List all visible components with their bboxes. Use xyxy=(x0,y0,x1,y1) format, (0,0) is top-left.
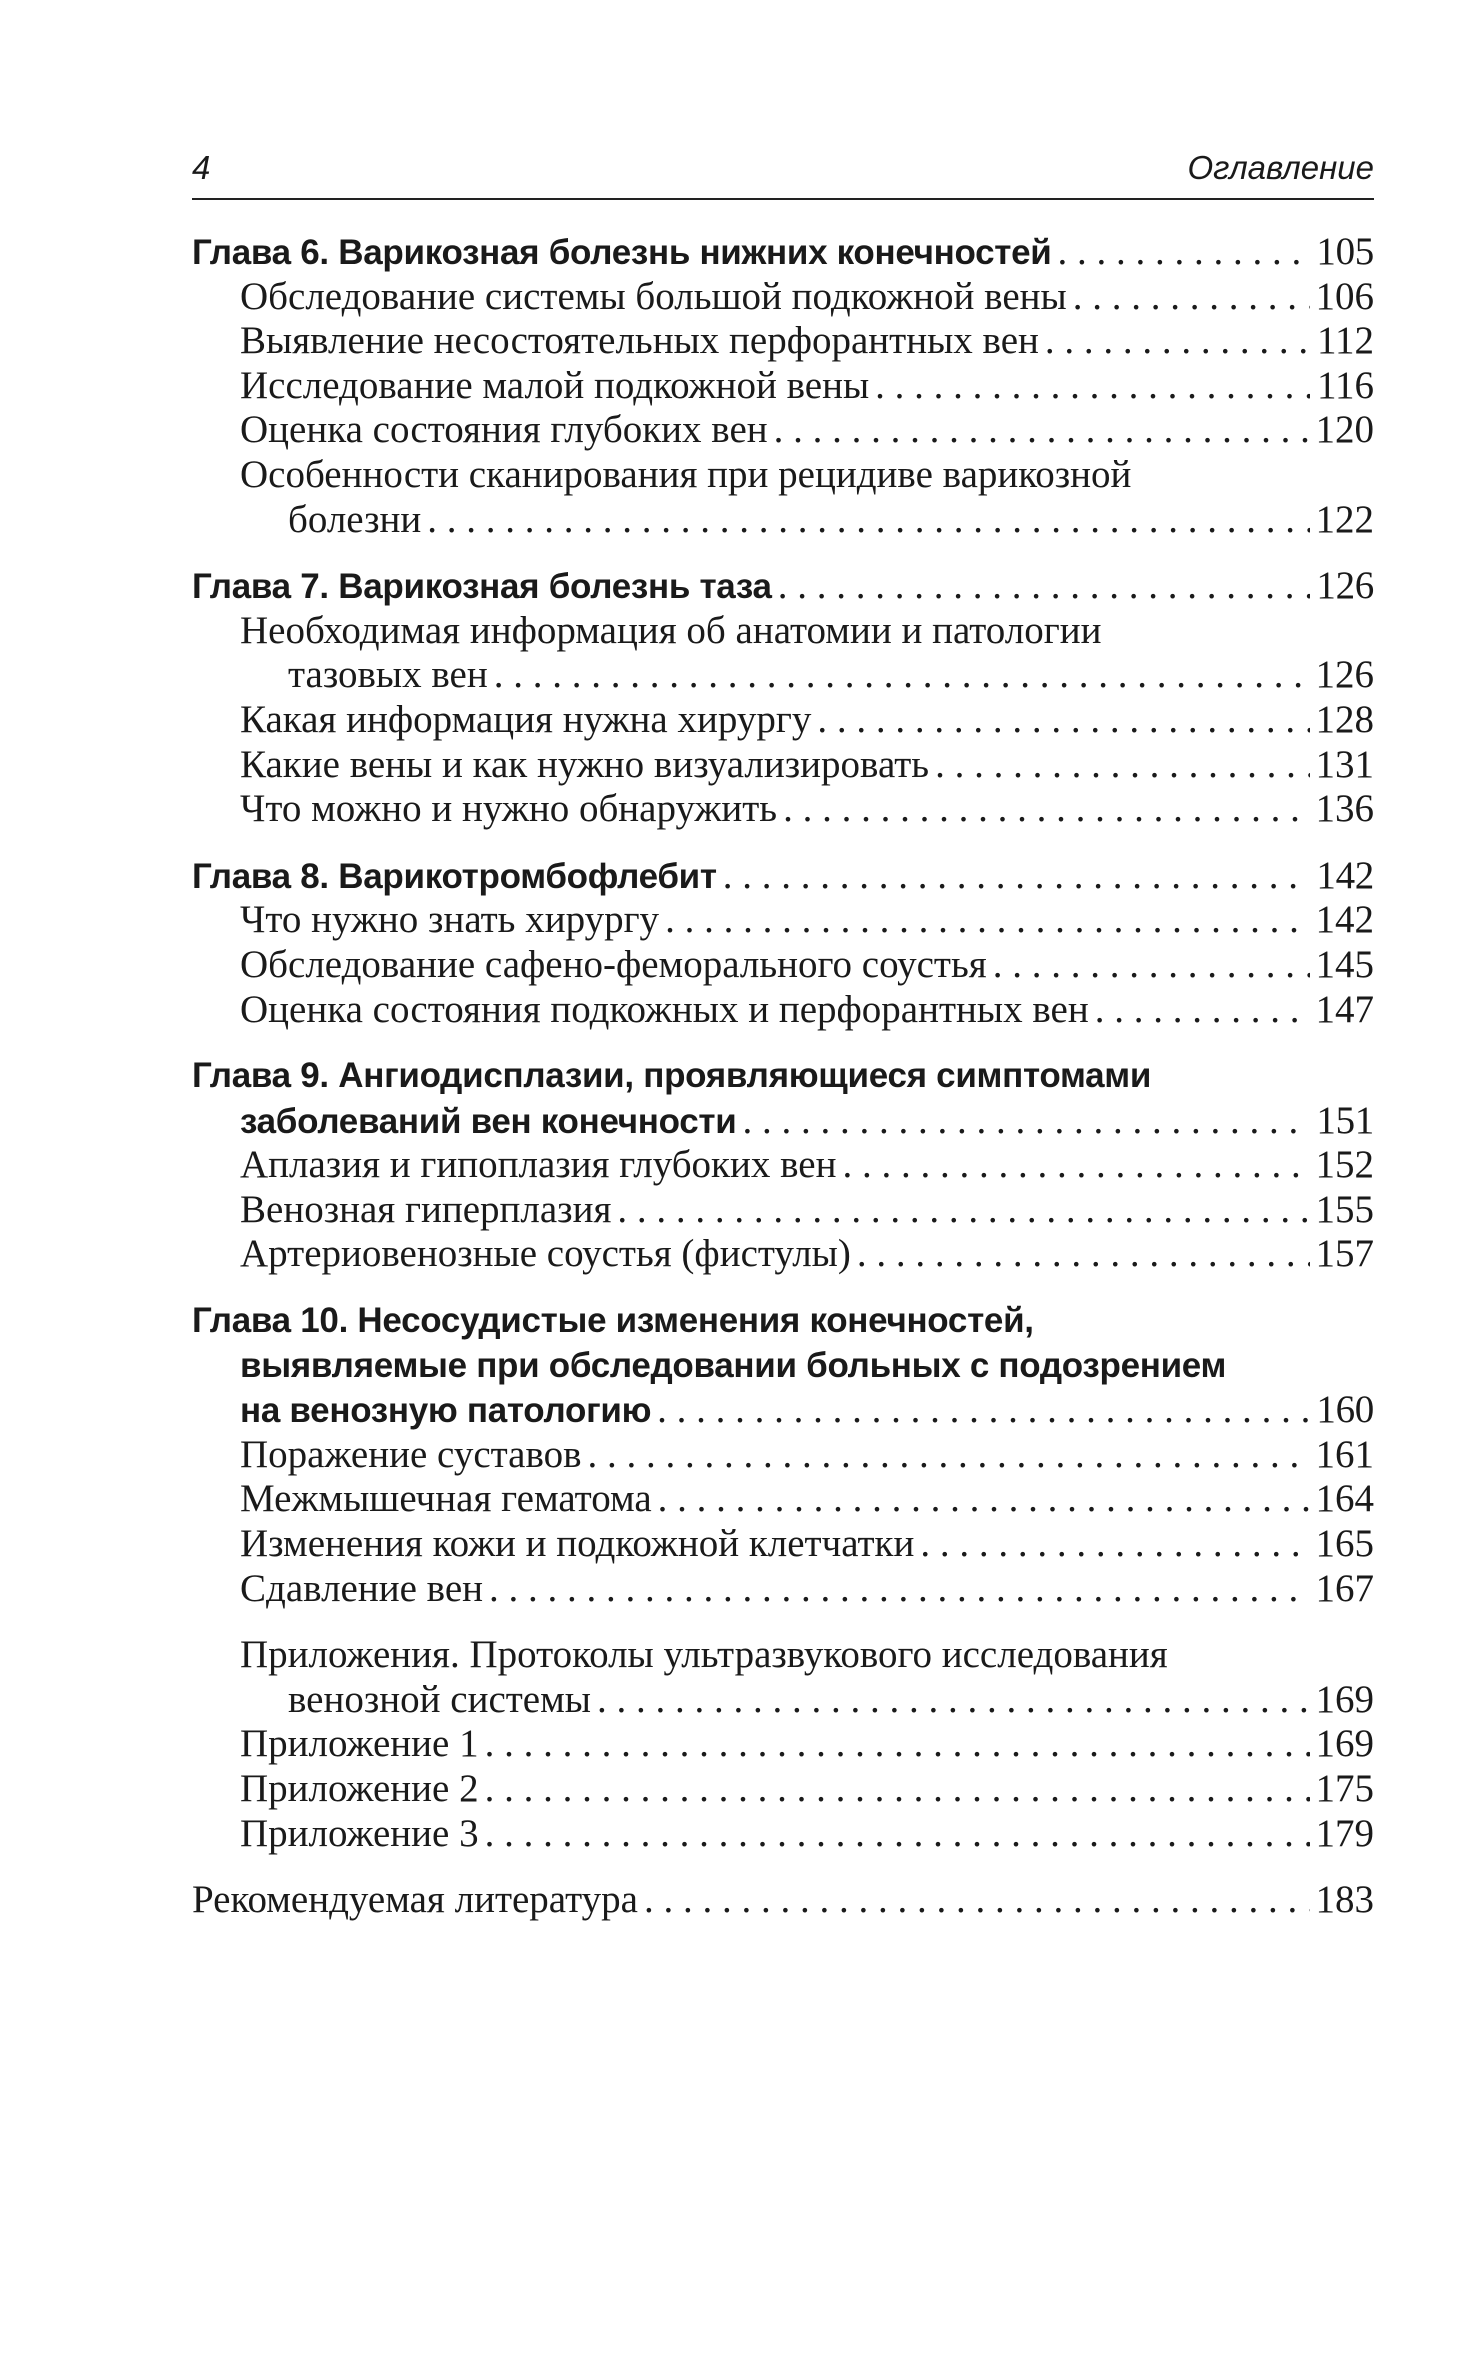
dot-leader xyxy=(485,1812,1310,1857)
toc-entry xyxy=(192,743,1374,788)
page-ref: 136 xyxy=(1315,787,1374,831)
toc-entry xyxy=(192,898,1374,943)
chapter-heading xyxy=(192,1099,1374,1144)
entry-title: Артериовенозные соустья (фистулы) xyxy=(240,1232,851,1276)
dot-leader xyxy=(485,1722,1310,1767)
dot-leader xyxy=(427,498,1309,543)
entry-title: Оценка состояния подкожных и перфорантных вен xyxy=(240,987,1089,1031)
toc-block xyxy=(192,1299,1374,1611)
page-ref: 126 xyxy=(1316,564,1374,608)
dot-leader xyxy=(597,1678,1310,1723)
dot-leader xyxy=(665,898,1309,943)
entry-title: Исследование малой подкожной вены xyxy=(240,363,870,407)
entry-title: Межмышечная гематома xyxy=(240,1477,652,1521)
entry-title: болезни xyxy=(288,497,422,541)
entry-title: Сдавление вен xyxy=(240,1566,484,1610)
page-ref: 128 xyxy=(1315,697,1374,741)
page-ref: 120 xyxy=(1315,408,1374,452)
toc-entry xyxy=(192,698,1374,743)
toc-entry xyxy=(192,787,1374,832)
toc-entry xyxy=(192,364,1374,409)
dot-leader xyxy=(1095,988,1310,1033)
toc-entry xyxy=(192,1812,1374,1857)
page-ref: 147 xyxy=(1315,987,1374,1031)
page-ref: 179 xyxy=(1315,1811,1374,1855)
dot-leader xyxy=(875,364,1310,409)
toc-entry xyxy=(192,943,1374,988)
page-ref: 142 xyxy=(1316,853,1374,897)
toc-entry xyxy=(192,653,1374,698)
chapter-heading xyxy=(192,1344,1374,1389)
entry-title: Аплазия и гипоплазия глубоких вен xyxy=(240,1143,837,1187)
chapter-heading xyxy=(192,1054,1374,1099)
page-ref: 106 xyxy=(1315,274,1374,318)
toc-entry xyxy=(192,1678,1374,1723)
page-ref: 175 xyxy=(1315,1767,1374,1810)
chapter-heading xyxy=(192,230,1374,275)
toc-entry xyxy=(192,1722,1374,1767)
page-ref: 105 xyxy=(1316,230,1374,273)
entry-title: Приложение 3 xyxy=(240,1811,479,1855)
dot-leader xyxy=(742,1099,1310,1144)
dot-leader xyxy=(842,1143,1309,1188)
toc-entry xyxy=(192,1567,1374,1612)
dot-leader xyxy=(774,408,1310,453)
entry-title: Приложения. Протоколы ультразвукового исследования xyxy=(240,1633,1168,1677)
page-ref: 112 xyxy=(1316,319,1374,363)
toc-entry xyxy=(192,275,1374,320)
toc-entry xyxy=(192,408,1374,453)
toc-entry xyxy=(192,988,1374,1033)
dot-leader xyxy=(644,1878,1310,1923)
dot-leader xyxy=(1045,319,1310,364)
entry-title: Глава 10. Несосудистые изменения конечностей, xyxy=(192,1301,1034,1341)
toc-entry xyxy=(192,498,1374,543)
toc-entry xyxy=(192,453,1374,498)
dot-leader xyxy=(657,1388,1310,1433)
entry-title: Глава 8. Варикотромбофлебит xyxy=(192,856,717,896)
chapter-heading xyxy=(192,1299,1374,1344)
table-of-contents xyxy=(192,230,1374,1945)
toc-block xyxy=(192,1633,1374,1856)
page-ref: 165 xyxy=(1315,1522,1374,1566)
page-ref: 131 xyxy=(1315,742,1374,786)
toc-entry xyxy=(192,1433,1374,1478)
page-ref: 126 xyxy=(1315,653,1374,697)
entry-title: Глава 7. Варикозная болезнь таза xyxy=(192,567,772,607)
entry-title: Необходимая информация об анатомии и патологии xyxy=(240,608,1102,652)
dot-leader xyxy=(1058,230,1310,275)
entry-title: Особенности сканирования при рецидиве варикозной xyxy=(240,452,1132,496)
toc-entry xyxy=(192,1477,1374,1522)
page-ref: 164 xyxy=(1315,1477,1374,1521)
page-ref: 122 xyxy=(1315,497,1374,541)
dot-leader xyxy=(993,943,1310,988)
toc-entry xyxy=(192,1143,1374,1188)
entry-title: Приложение 2 xyxy=(240,1767,479,1810)
entry-title: Какая информация нужна хирургу xyxy=(240,697,812,741)
toc-entry xyxy=(192,1522,1374,1567)
dot-leader xyxy=(485,1767,1310,1812)
dot-leader xyxy=(1073,275,1310,320)
page-header xyxy=(192,148,1374,200)
dot-leader xyxy=(658,1477,1310,1522)
toc-entry xyxy=(192,1767,1374,1812)
entry-title: Изменения кожи и подкожной клетчатки xyxy=(240,1522,915,1566)
entry-title: тазовых вен xyxy=(288,653,488,697)
entry-title: Рекомендуемая литература xyxy=(192,1878,638,1922)
entry-title: на венозную патологию xyxy=(240,1391,652,1431)
toc-entry xyxy=(192,609,1374,654)
entry-title: Поражение суставов xyxy=(240,1432,582,1476)
chapter-heading xyxy=(192,564,1374,609)
entry-title: Что нужно знать хирургу xyxy=(240,898,660,942)
entry-title: Какие вены и как нужно визуализировать xyxy=(240,742,930,786)
entry-title: Обследование сафено-феморального соустья xyxy=(240,942,987,986)
dot-leader xyxy=(617,1188,1309,1233)
page-ref: 152 xyxy=(1315,1143,1374,1187)
page-ref: 116 xyxy=(1316,363,1374,407)
entry-title: Выявление несостоятельных перфорантных вен xyxy=(240,319,1039,363)
toc-entry xyxy=(192,1633,1374,1678)
page-ref: 155 xyxy=(1315,1187,1374,1231)
dot-leader xyxy=(489,1567,1309,1612)
dot-leader xyxy=(783,787,1309,832)
page-ref: 169 xyxy=(1315,1722,1374,1766)
toc-block xyxy=(192,854,1374,1032)
entry-title: Глава 9. Ангиодисплазии, проявляющиеся симптомами xyxy=(192,1056,1152,1096)
page-ref: 142 xyxy=(1315,898,1374,942)
page-number: 4 xyxy=(192,149,211,186)
dot-leader xyxy=(935,743,1309,788)
chapter-heading xyxy=(192,1388,1374,1433)
toc-entry xyxy=(192,319,1374,364)
running-head: Оглавление xyxy=(1187,149,1374,186)
dot-leader xyxy=(920,1522,1309,1567)
dot-leader xyxy=(817,698,1309,743)
page-ref: 183 xyxy=(1315,1878,1374,1922)
entry-title: Оценка состояния глубоких вен xyxy=(240,408,768,452)
entry-title: Глава 6. Варикозная болезнь нижних конечностей xyxy=(192,233,1052,272)
entry-title: венозной системы xyxy=(288,1677,591,1721)
toc-entry xyxy=(192,1878,1374,1923)
toc-entry xyxy=(192,1232,1374,1277)
page-ref: 169 xyxy=(1315,1677,1374,1721)
chapter-heading xyxy=(192,854,1374,899)
page-ref: 161 xyxy=(1315,1432,1374,1476)
page-ref: 167 xyxy=(1315,1566,1374,1610)
dot-leader xyxy=(778,564,1310,609)
entry-title: Что можно и нужно обнаружить xyxy=(240,787,778,831)
toc-block xyxy=(192,564,1374,832)
page-ref: 157 xyxy=(1315,1232,1374,1276)
dot-leader xyxy=(494,653,1310,698)
entry-title: Обследование системы большой подкожной вены xyxy=(240,274,1067,318)
page-ref: 145 xyxy=(1315,942,1374,986)
page-ref: 151 xyxy=(1316,1098,1374,1142)
dot-leader xyxy=(857,1232,1310,1277)
entry-title: заболеваний вен конечности xyxy=(240,1101,737,1141)
entry-title: Венозная гиперплазия xyxy=(240,1187,612,1231)
toc-block xyxy=(192,1878,1374,1923)
toc-block xyxy=(192,1054,1374,1277)
entry-title: Приложение 1 xyxy=(240,1722,479,1766)
toc-entry xyxy=(192,1188,1374,1233)
page-ref: 160 xyxy=(1316,1388,1374,1432)
dot-leader xyxy=(723,854,1310,899)
toc-block xyxy=(192,230,1374,542)
dot-leader xyxy=(588,1433,1310,1478)
entry-title: выявляемые при обследовании больных с подозрением xyxy=(240,1345,1227,1385)
